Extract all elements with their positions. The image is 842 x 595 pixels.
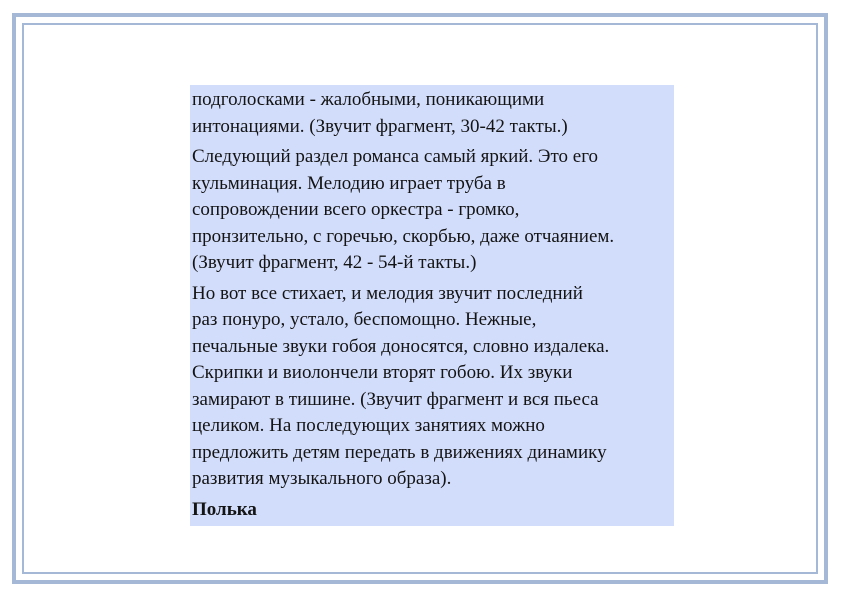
text-box	[190, 85, 674, 526]
text-line: кульминация. Мелодию играет труба в	[192, 172, 506, 194]
text-line: целиком. На последующих занятиях можно	[192, 415, 545, 436]
text-line: раз понуро, устало, беспомощно. Нежные,	[192, 309, 537, 330]
text-line: (Звучит фрагмент, 42 - 54-й такты.)	[192, 252, 477, 273]
paragraph-2	[192, 144, 674, 277]
section-heading: Полька	[192, 498, 257, 520]
text-line: печальные звуки гобоя доносятся, словно издалека.	[192, 335, 610, 357]
text-line: пронзительно, с горечью, скорбью, даже отчаянием.	[192, 225, 615, 247]
text-line: интонациями. (Звучит фрагмент, 30-42 такты.)	[192, 115, 568, 137]
text-line: Скрипки и виолончели вторят гобою. Их звуки	[192, 362, 573, 383]
paragraph-1	[192, 87, 674, 140]
text-line: развития музыкального образа).	[192, 468, 452, 489]
text-line: сопровождении всего оркестра - громко,	[192, 199, 520, 220]
text-line: Следующий раздел романса самый яркий. Это его	[192, 146, 599, 167]
paragraph-3	[192, 281, 674, 493]
text-line: замирают в тишине. (Звучит фрагмент и вся пьеса	[192, 388, 599, 410]
text-line: подголосками - жалобными, поникающими	[192, 89, 545, 110]
text-line: Но вот все стихает, и мелодия звучит последний	[192, 282, 583, 304]
text-line: предложить детям передать в движениях динамику	[192, 441, 607, 463]
